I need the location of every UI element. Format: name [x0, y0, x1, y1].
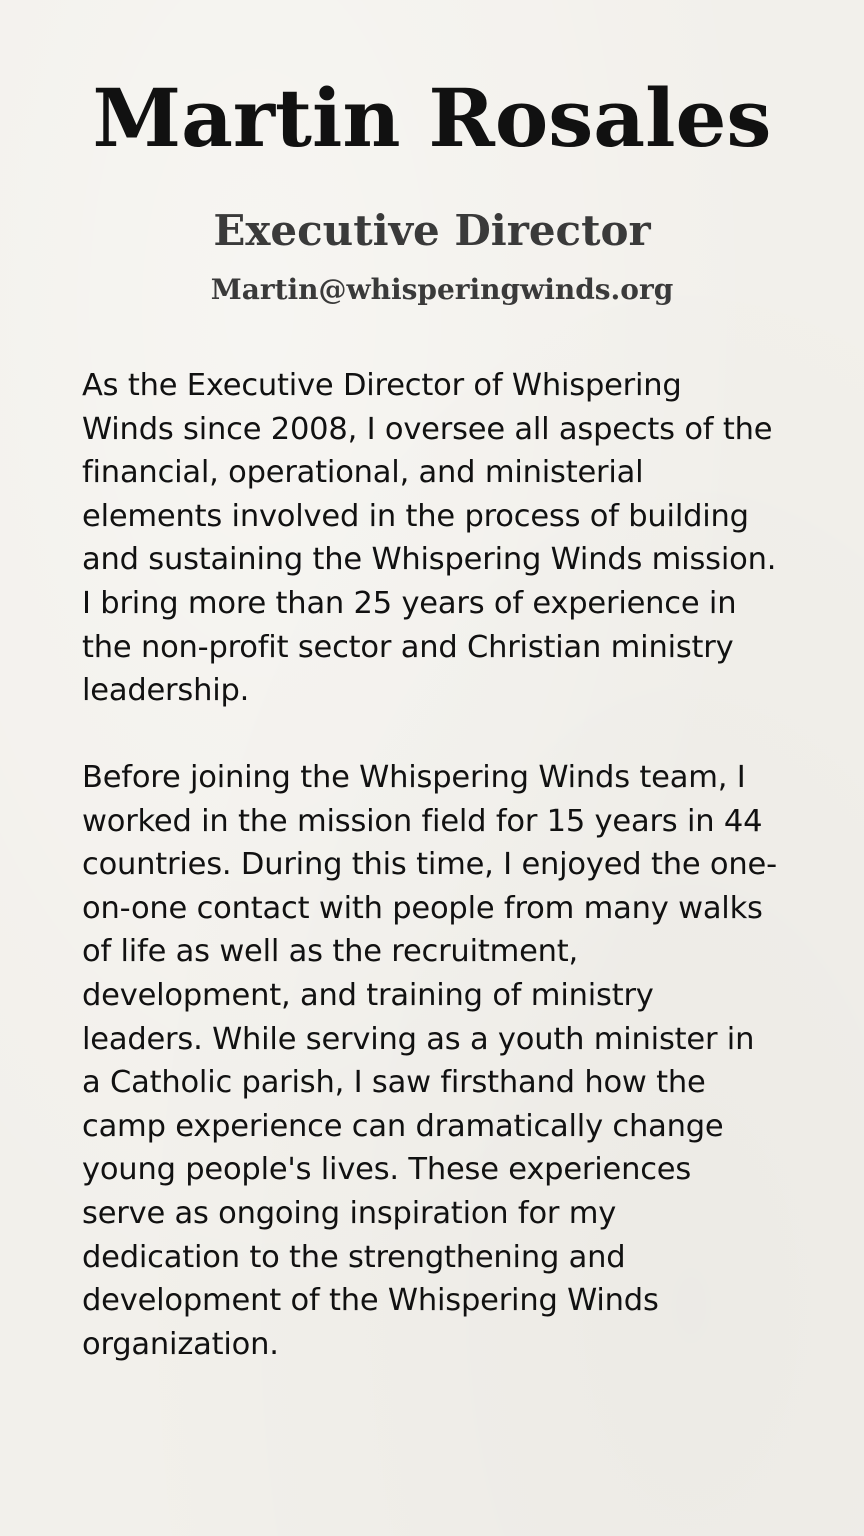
bio-paragraph-2: Before joining the Whispering Winds team, I worked in the mission field for 15 years in 44 countries. During this time, I enjoyed the one-on-one contact with people from many walks of life as well as the recruitment, development, and training of ministry leaders. While serving as a youth minister in a Catholic parish, I saw firsthand how the camp experience can dramatically change young people's lives. These experiences serve as ongoing inspiration for my dedication to the strengthening and development of the Whispering Winds organization.	[82, 760, 777, 1362]
job-title: Executive Director	[213, 206, 651, 255]
person-name: Martin Rosales	[92, 71, 772, 165]
email-address: Martin@whisperingwinds.org	[210, 273, 674, 306]
bio-paragraph-1: As the Executive Director of Whispering Winds since 2008, I oversee all aspects of the financial, operational, and ministerial elements involved in the process of building and sustaining the Whispering Winds mission. I bring more than 25 years of experience in the non-profit sector and Christian ministry leadership.	[82, 368, 777, 709]
